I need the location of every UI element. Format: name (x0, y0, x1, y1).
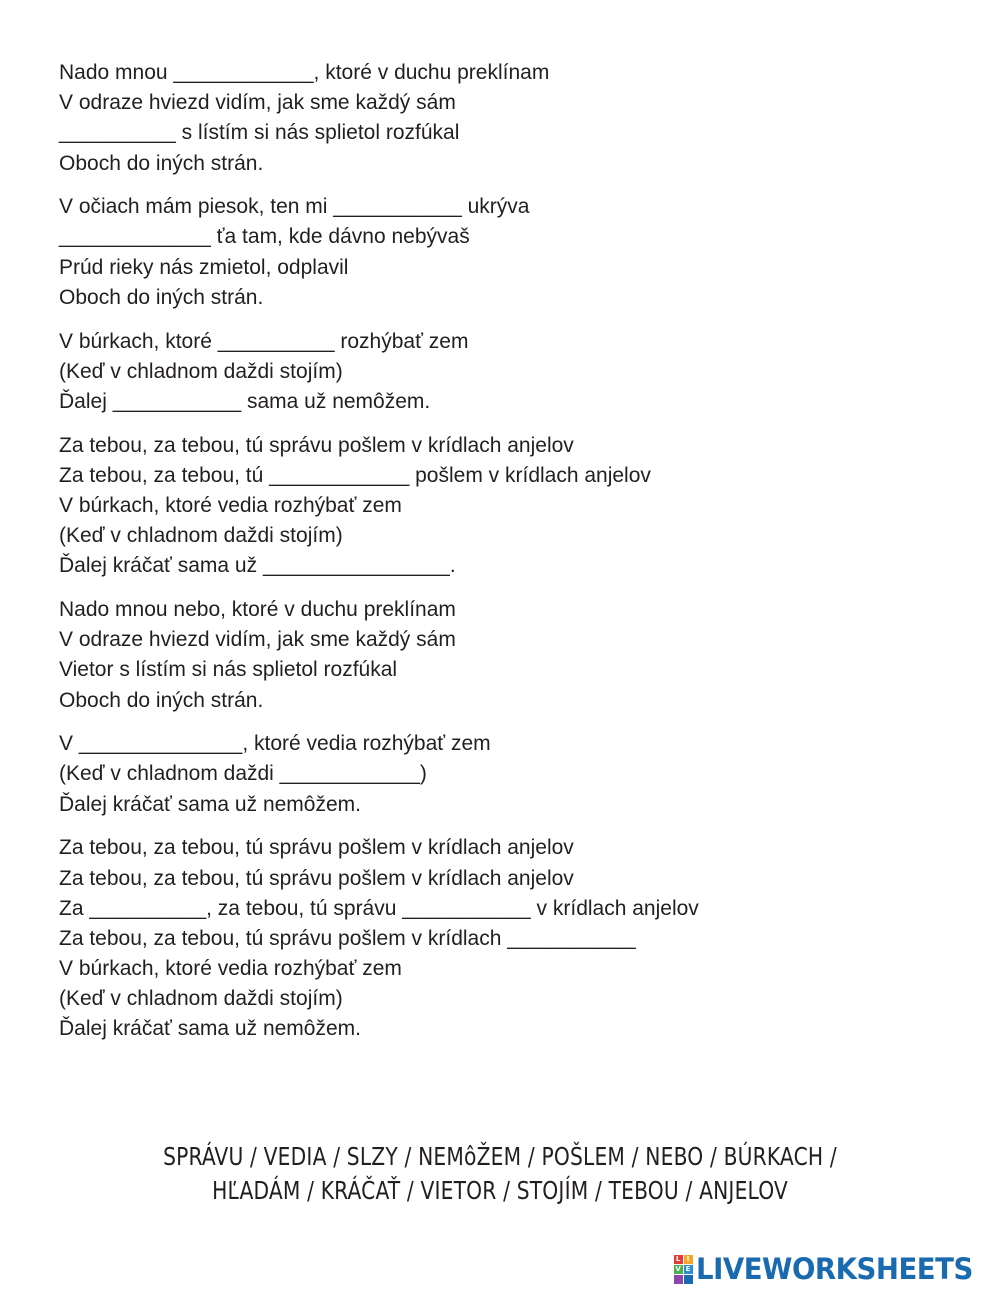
lyric-line: Za __________, za tebou, tú správu ___________ v krídlach anjelov (59, 896, 699, 920)
lyric-line: Ďalej kráčať sama už nemôžem. (59, 1017, 361, 1041)
lyric-line: Ďalej kráčať sama už ________________. (59, 554, 456, 578)
stanza (59, 192, 959, 313)
logo-tile (674, 1275, 683, 1284)
lyrics (59, 58, 959, 1058)
lyric-line: (Keď v chladnom daždi stojím) (59, 524, 343, 548)
lyric-line: Za tebou, za tebou, tú správu pošlem v krídlach ___________ (59, 926, 636, 950)
lyric-line: V búrkach, ktoré __________ rozhýbať zem (59, 329, 469, 353)
brand-name: LIVEWORKSHEETS (695, 1252, 973, 1286)
lyric-line: Za tebou, za tebou, tú ____________ pošlem v krídlach anjelov (59, 463, 651, 487)
lyric-line: Nado mnou nebo, ktoré v duchu preklínam (59, 598, 456, 621)
liveworksheets-logo-icon (674, 1255, 693, 1284)
lyric-line: V očiach mám piesok, ten mi ___________ ukrýva (59, 195, 530, 219)
lyric-line: Oboch do iných strán. (59, 151, 264, 175)
logo-tile (684, 1275, 693, 1284)
stanza (59, 729, 959, 820)
lyric-line: Ďalej kráčať sama už nemôžem. (59, 792, 361, 816)
lyric-line: V ______________, ktoré vedia rozhýbať zem (59, 732, 491, 756)
lyric-line: V búrkach, ktoré vedia rozhýbať zem (59, 957, 402, 981)
lyric-line: Vietor s lístím si nás splietol rozfúkal (59, 658, 398, 682)
lyric-line: (Keď v chladnom daždi stojím) (59, 987, 343, 1011)
lyric-line: Za tebou, za tebou, tú správu pošlem v krídlach anjelov (59, 433, 574, 457)
lyric-line: V búrkach, ktoré vedia rozhýbať zem (59, 493, 402, 517)
logo-tile: L (674, 1255, 683, 1264)
lyric-line: Za tebou, za tebou, tú správu pošlem v krídlach anjelov (59, 836, 574, 860)
liveworksheets-logo (674, 1252, 987, 1286)
lyric-line: (Keď v chladnom daždi ____________) (59, 762, 427, 786)
lyric-line: (Keď v chladnom daždi stojím) (59, 359, 343, 383)
lyric-line: _____________ ťa tam, kde dávno nebývaš (59, 225, 470, 249)
logo-tile: V (675, 1264, 681, 1273)
lyric-line: Za tebou, za tebou, tú správu pošlem v krídlach anjelov (59, 866, 574, 890)
logo-tile: I (684, 1255, 693, 1264)
lyric-line: Prúd rieky nás zmietol, odplavil (59, 255, 349, 279)
stanza (59, 833, 959, 1044)
word-bank-line: SPRÁVU / VEDIA / SLZY / NEMôŽEM / POŠLEM / NEBO / BÚRKACH / (163, 1142, 837, 1171)
lyric-line: Oboch do iných strán. (59, 285, 264, 309)
stanza (59, 431, 959, 582)
word-bank-line: HĽADÁM / KRÁČAŤ / VIETOR / STOJÍM / TEBOU / ANJELOV (212, 1176, 788, 1205)
lyric-line: __________ s lístím si nás splietol rozfúkal (59, 121, 460, 145)
lyric-line: Nado mnou ____________, ktoré v duchu preklínam (59, 61, 550, 84)
lyric-line: V odraze hviezd vidím, jak sme každý sám (59, 628, 456, 652)
word-bank (0, 1140, 1000, 1208)
logo-tile: E (684, 1265, 693, 1274)
stanza (59, 58, 959, 179)
stanza (59, 595, 959, 716)
stanza (59, 327, 959, 418)
lyric-line: Ďalej ___________ sama už nemôžem. (59, 389, 431, 413)
lyric-line: V odraze hviezd vidím, jak sme každý sám (59, 91, 456, 115)
lyric-line: Oboch do iných strán. (59, 688, 264, 712)
